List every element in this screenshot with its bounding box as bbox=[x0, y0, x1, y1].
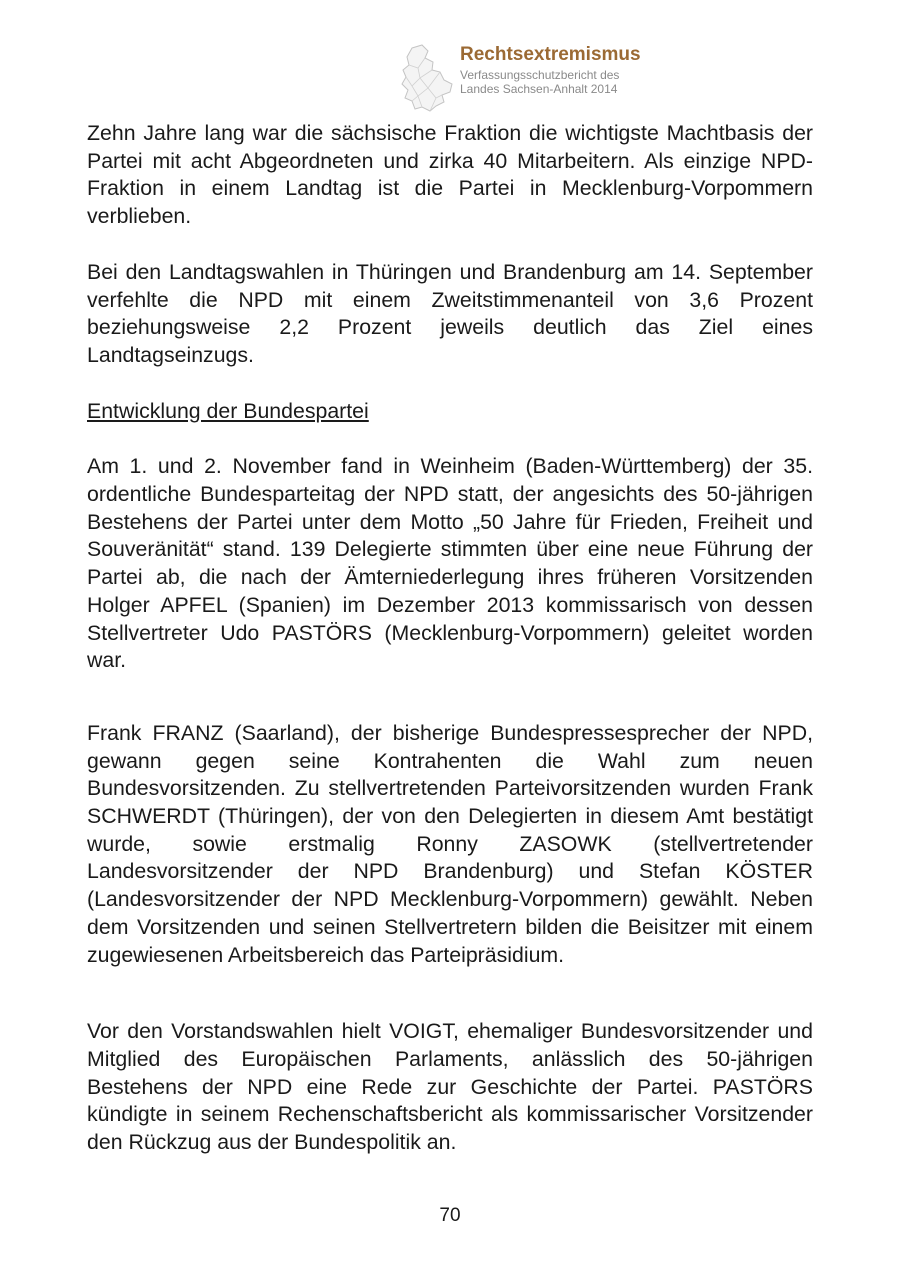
paragraph-4: Frank FRANZ (Saarland), der bisherige Bundespressesprecher der NPD, gewann gegen seine Kontrahenten die Wahl zum neuen Bundesvorsitzenden. Zu stellvertretenden Parteivorsitzenden wurden Frank SCHWERDT (Thüringen), der von den Delegierten in diesem Amt bestätigt wurde, sowie erstmalig Ronny ZASOWK (stellvertretender Landesvorsitzender der NPD Brandenburg) und Stefan KÖSTER (Landesvorsitzender der NPD Mecklenburg-Vorpommern) gewählt. Neben dem Vorsitzenden und seinen Stellvertretern bilden die Beisitzer mit einem zugewiesenen Arbeitsbereich das Parteipräsidium. bbox=[87, 720, 813, 967]
paragraph-2: Bei den Landtagswahlen in Thüringen und Brandenburg am 14. September verfehlte die NPD mit einem Zweitstimmenanteil von 3,6 Prozent beziehungsweise 2,2 Prozent jeweils deutlich das Ziel eines Landtagseinzugs. bbox=[87, 259, 813, 367]
header-subtitle-line2: Landes Sachsen-Anhalt 2014 bbox=[460, 82, 618, 96]
state-map-icon bbox=[398, 42, 460, 114]
paragraph-5: Vor den Vorstandswahlen hielt VOIGT, ehemaliger Bundesvorsitzender und Mitglied des Europäischen Parlaments, anlässlich des 50-jährigen Bestehens der NPD eine Rede zur Geschichte der Partei. PASTÖRS kündigte in seinem Rechenschaftsbericht als kommissarischer Vorsitzender den Rückzug aus der Bundespolitik an. bbox=[87, 1019, 813, 1155]
header-subtitle-line1: Verfassungsschutzbericht des bbox=[460, 68, 620, 82]
section-heading: Entwicklung der Bundespartei bbox=[87, 398, 369, 423]
paragraph-3: Am 1. und 2. November fand in Weinheim (Baden-Württemberg) der 35. ordentliche Bundesparteitag der NPD statt, der angesichts des 50-jährigen Bestehens der Partei unter dem Motto „50 Jahre für Frieden, Freiheit und Souveränität“ stand. 139 Delegierte stimmten über eine neue Führung der Partei ab, die nach der Ämterniederlegung ihres früheren Vorsitzenden Holger APFEL (Spanien) im Dezember 2013 kommissarisch von dessen Stellvertreter Udo PASTÖRS (Mecklenburg-Vorpommern) geleitet worden war. bbox=[87, 454, 813, 673]
header-title: Rechtsextremismus bbox=[460, 44, 641, 65]
paragraph-1: Zehn Jahre lang war die sächsische Fraktion die wichtigste Machtbasis der Partei mit acht Abgeordneten und zirka 40 Mitarbeitern. Als einzige NPD-Fraktion in einem Landtag ist die Partei in Mecklenburg-Vorpommern verblieben. bbox=[87, 121, 813, 229]
page-header bbox=[398, 42, 698, 114]
page-content bbox=[87, 120, 813, 1157]
page-number: 70 bbox=[439, 1205, 461, 1226]
